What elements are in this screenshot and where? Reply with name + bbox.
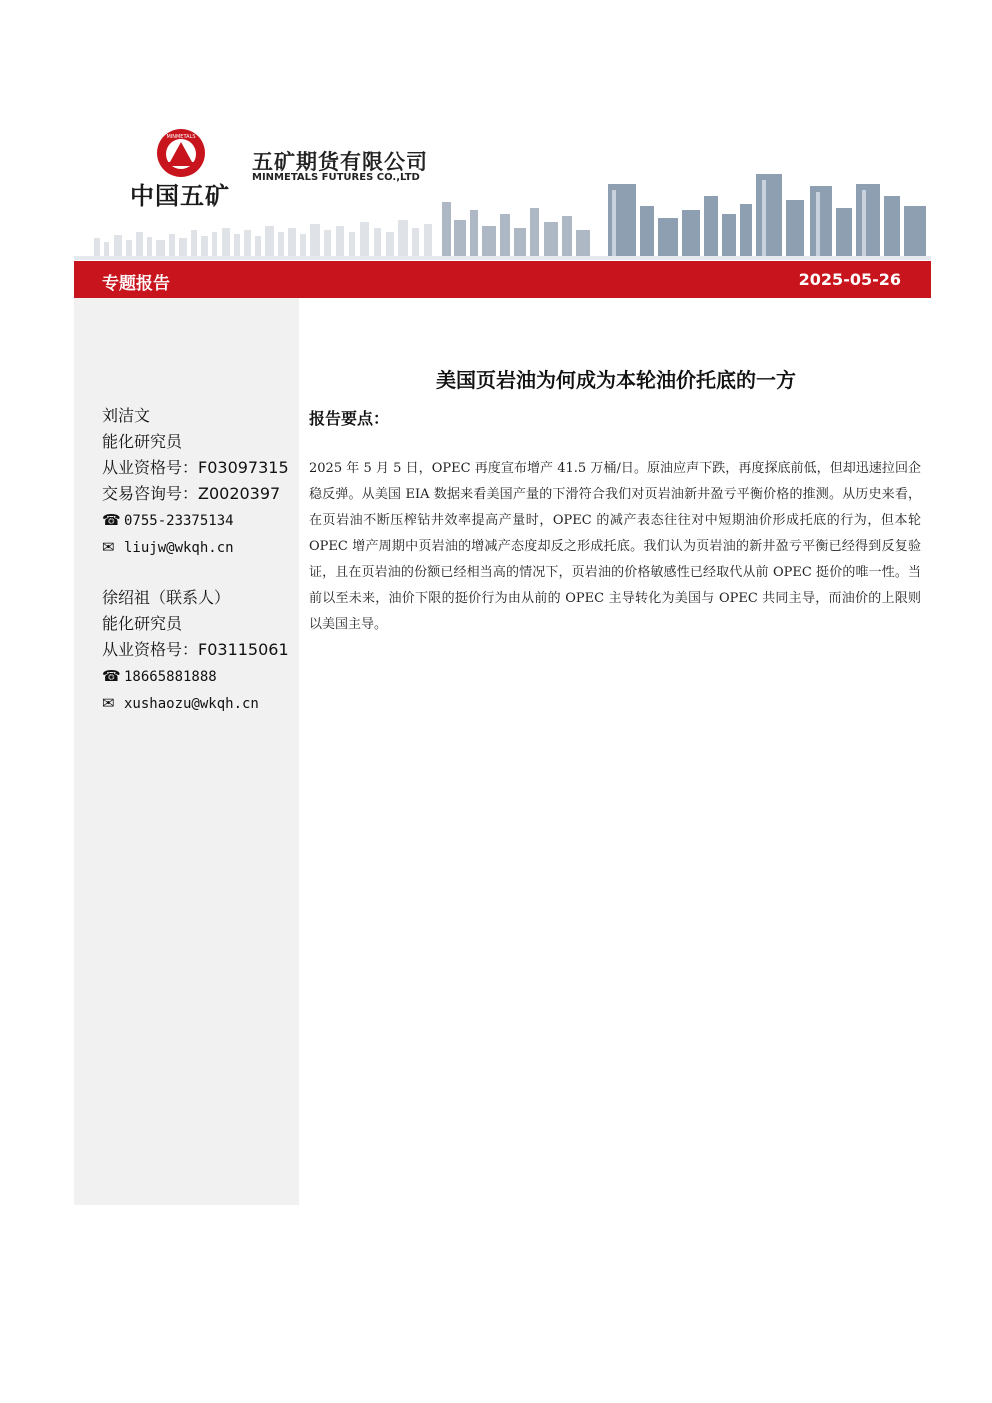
author-email[interactable]: liujw@wkqh.cn [124, 540, 234, 556]
report-title: 美国页岩油为何成为本轮油价托底的一方 [436, 368, 796, 392]
emblem-text: MINMETALS [166, 134, 196, 140]
report-type-label: 专题报告 [102, 274, 170, 294]
company-name-en: MINMETALS FUTURES CO.,LTD [252, 172, 420, 183]
phone-icon: ☎ [102, 511, 121, 529]
author-name: 刘洁文 [102, 406, 151, 425]
report-banner [74, 261, 931, 298]
author-email-row [102, 534, 297, 561]
minmetals-emblem-icon [156, 128, 206, 178]
author-card [102, 403, 297, 561]
author-sidebar [74, 298, 299, 1205]
phone-icon: ☎ [102, 667, 121, 685]
company-name-cn: 五矿期货有限公司 [252, 150, 428, 174]
author-name: 徐绍祖（联系人） [102, 588, 231, 607]
author-role: 能化研究员 [102, 432, 183, 451]
author-phone-row [102, 663, 297, 690]
author-qualification: 从业资格号：F03115061 [102, 640, 289, 659]
author-email[interactable]: xushaozu@wkqh.cn [124, 696, 259, 712]
envelope-icon: ✉ [102, 694, 115, 712]
author-consult-number: 交易咨询号：Z0020397 [102, 484, 281, 503]
author-role: 能化研究员 [102, 614, 183, 633]
envelope-icon: ✉ [102, 538, 115, 556]
report-header [74, 110, 931, 260]
keypoints-body: 2025 年 5 月 5 日，OPEC 再度宣布增产 41.5 万桶/日。原油应声下跌，再度探底前低，但却迅速拉回企稳反弹。从美国 EIA 数据来看美国产量的下滑符合我们对页岩油新井盈亏平衡价格的推测。从历史来看，在页岩油不断压榨钻井效率提高产量时，OPEC 的减产表态往往对中短期油价形成托底的行为，但本轮 OPEC 增产周期中页岩油的增减产态度却反之形成托底。我们认为页岩油的新井盈亏平衡已经得到反复验证，且在页岩油的份额已经相当高的情况下，页岩油的价格敏感性已经取代从前 OPEC 挺价的唯一性。当前以至未来，油价下限的挺价行为由从前的 OPEC 主导转化为美国与 OPEC 共同主导，而油价的上限则以美国主导。 [309, 461, 921, 632]
author-phone-row [102, 507, 297, 534]
keypoints-heading: 报告要点： [309, 409, 390, 428]
author-phone: 18665881888 [124, 669, 217, 685]
author-phone: 0755-23375134 [124, 513, 234, 529]
report-date: 2025-05-26 [798, 270, 901, 289]
author-card [102, 585, 297, 717]
author-email-row [102, 690, 297, 717]
logo-text: 中国五矿 [130, 182, 230, 210]
author-qualification: 从业资格号：F03097315 [102, 458, 289, 477]
